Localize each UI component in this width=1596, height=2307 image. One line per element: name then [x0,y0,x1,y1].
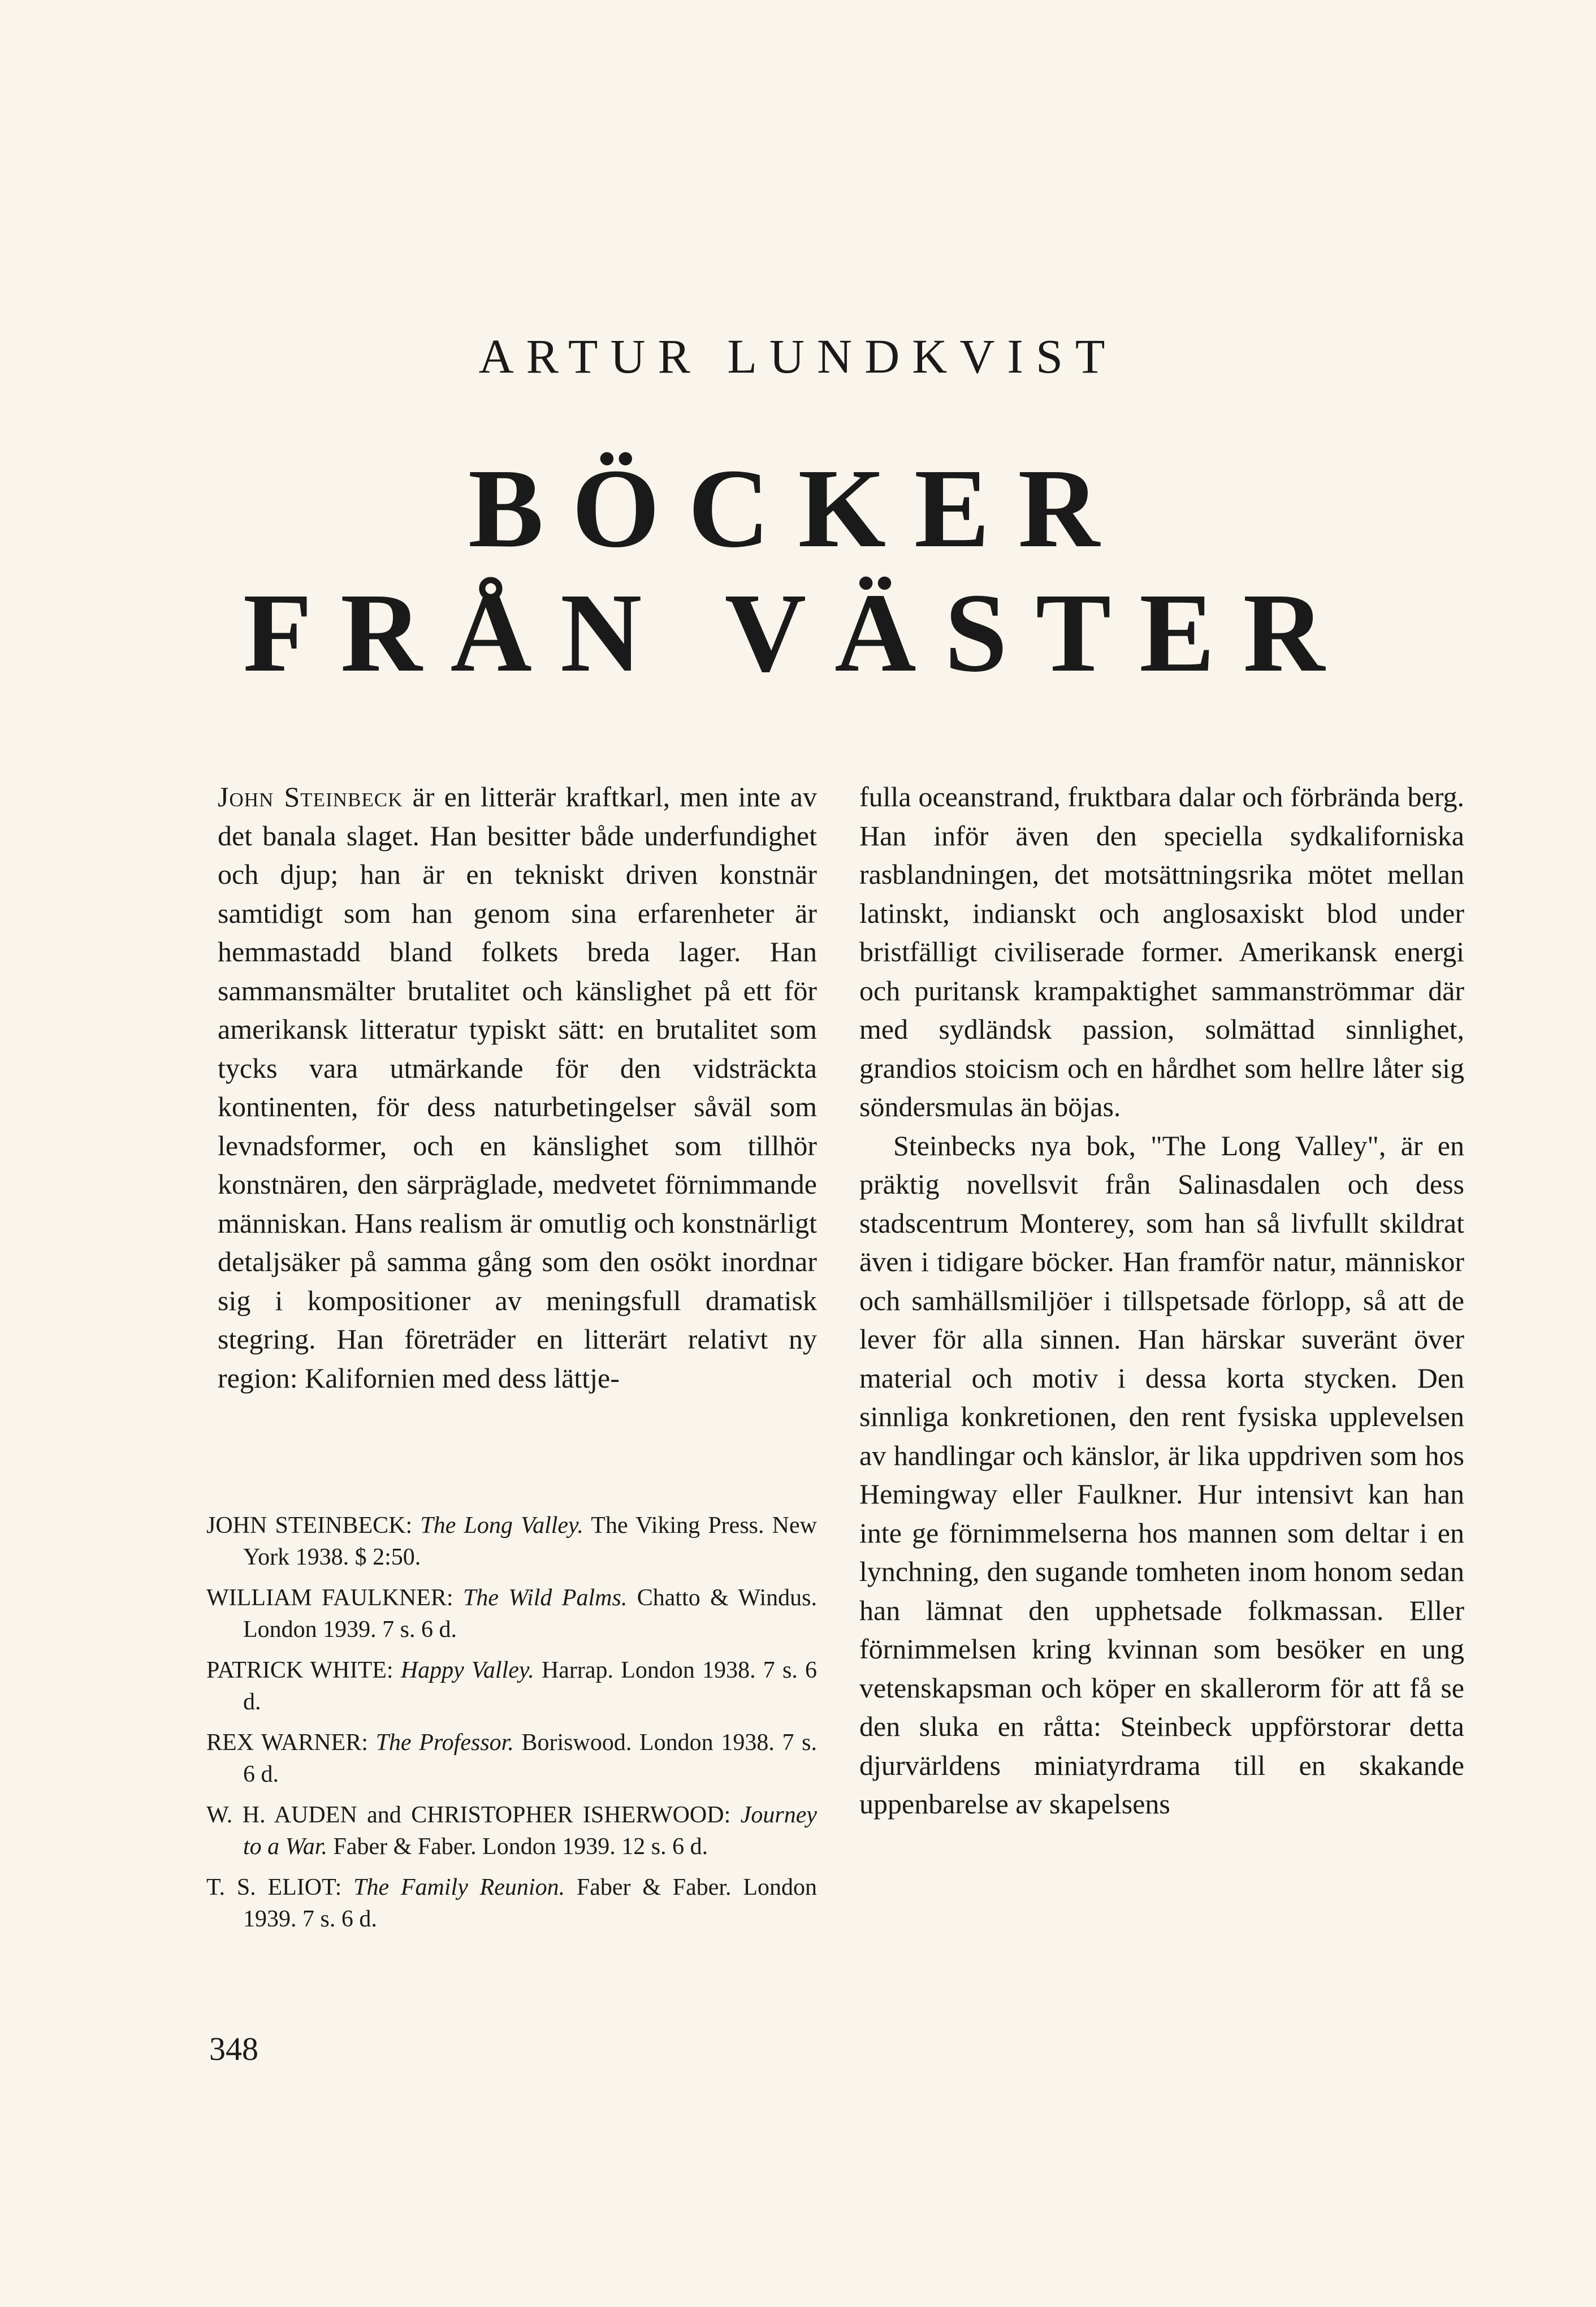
left-body: är en litterär kraftkarl, men inte av det banala slaget. Han besitter både underfundighet och djup; han är en tekniskt driven konstnär samtidigt som han genom sina erfarenheter är hemmastadd bland folkets breda lager. Han sammansmälter brutalitet och känslighet på ett för amerikansk litteratur typiskt sätt: en brutalitet som tycks vara utmärkande för den vidsträckta kontinenten, för dess naturbetingelser såväl som levnadsformer, och en känslighet som tillhör konstnären, den särpräglade, medvetet förnimmande människan. Hans realism är omutlig och konstnärligt detaljsäker på samma gång som den osökt inordnar sig i kompositioner av meningsfull dramatisk stegring. Han företräder en litterärt relativt ny region: Kalifornien med dess lättje- [218,781,817,1394]
reference-details: Chatto & Windus. London 1939. 7 s. 6 d. [243,1585,817,1643]
reference-author: W. H. AUDEN and CHRISTOPHER ISHERWOOD: [206,1802,741,1828]
right-column [859,777,1464,1824]
left-column [218,777,817,1397]
reference-details: Harrap. London 1938. 7 s. 6 d. [243,1657,818,1715]
reference-details: Faber & Faber. London 1939. 12 s. 6 d. [327,1834,708,1860]
reference-author: REX WARNER: [206,1730,376,1756]
article-title-line-1: BÖCKER [468,446,1128,571]
reference-title: The Family Reunion. [353,1874,565,1900]
reference-details: Boriswood. London 1938. 7 s. 6 d. [243,1730,817,1787]
reference-details: The Viking Press. New York 1938. $ 2:50. [243,1513,817,1570]
reference-title: Journey to a War. [243,1802,817,1860]
reference-title: The Wild Palms. [463,1585,628,1611]
reference-title: The Professor. [375,1730,514,1756]
right-paragraph-1: fulla oceanstrand, fruktbara dalar och förbrända berg. Han inför även den speciella sydkaliforniska rasblandningen, det motsättningsrika mötet mellan latinskt, indianskt och anglosaxiskt blod under bristfälligt civiliserade former. Amerikansk energi och puritansk krampaktighet sammanströmmar där med sydländsk passion, solmättad sinnlighet, grandios stoicism och en hårdhet som hellre låter sig söndersmulas än böjas. [859,781,1464,1122]
reference-item [206,1727,817,1790]
reference-author: T. S. ELIOT: [206,1874,354,1900]
reference-item [206,1872,817,1935]
reference-item [206,1799,817,1863]
reference-item [206,1582,817,1645]
page-number: 348 [209,2030,258,2067]
lead-name: John Steinbeck [218,781,403,813]
reference-list [206,1510,817,1944]
left-paragraph [218,777,817,1397]
reference-details: Faber & Faber. London 1939. 7 s. 6 d. [243,1874,817,1932]
reference-item [206,1510,817,1573]
reference-item [206,1654,817,1718]
reference-title: The Long Valley. [420,1513,583,1539]
reference-author: JOHN STEINBECK: [206,1513,421,1539]
reference-title: Happy Valley. [400,1657,534,1683]
reference-author: WILLIAM FAULKNER: [206,1585,463,1611]
right-paragraph-2: Steinbecks nya bok, "The Long Valley", är en präktig novellsvit från Salinasdalen och dess stadscentrum Monterey, som han så livfullt skildrat även i tidigare böcker. Han framför natur, människor och samhällsmiljöer i tillspetsade förlopp, så att de lever för alla sinnen. Han härskar suveränt över material och motiv i dessa korta stycken. Den sinnliga konkretionen, den rent fysiska upplevelsen av handlingar och känslor, är lika uppdriven som hos Hemingway eller Faulkner. Hur intensivt kan han inte ge förnimmelserna hos mannen som deltar i en lynchning, den sugande tomheten inom honom sedan han lämnat den upphetsade folkmassan. Eller förnimmelsen kring kvinnan som besöker en ung vetenskapsman och köper en skallerorm för att få se den sluka en råtta: Steinbeck uppförstorar detta djurvärldens miniatyrdrama till en skakande uppenbarelse av skapelsens [859,1129,1464,1820]
reference-author: PATRICK WHITE: [206,1657,401,1683]
author-name: ARTUR LUNDKVIST [478,329,1118,383]
article-title-line-2: FRÅN VÄSTER [243,571,1353,695]
